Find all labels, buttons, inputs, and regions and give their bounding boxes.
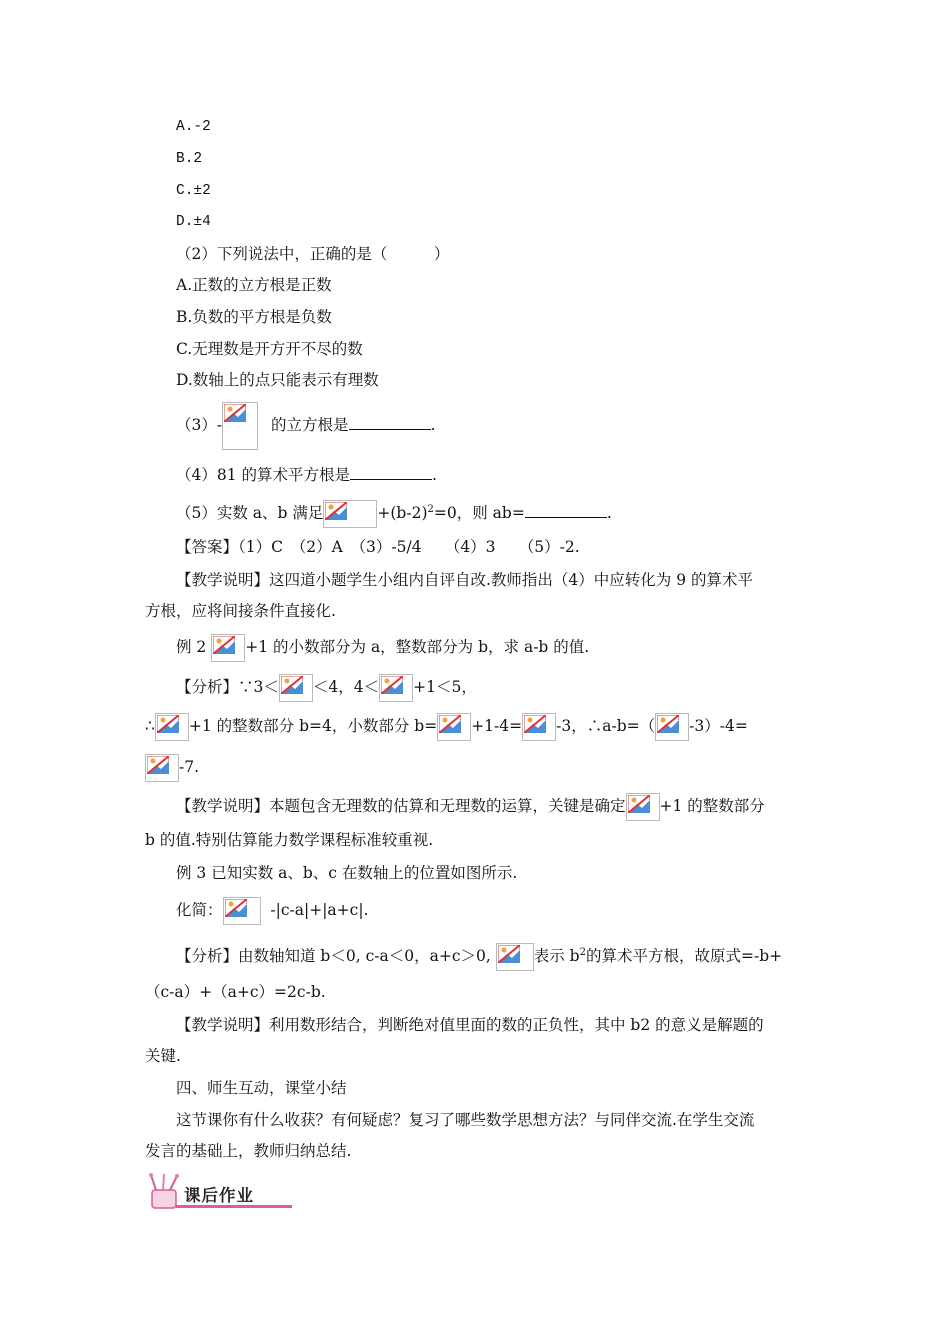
image-placeholder-icon [223, 897, 261, 925]
q2-option-d: D.数轴上的点只能表示有理数 [176, 371, 379, 389]
q2-option-c: C.无理数是开方开不尽的数 [176, 340, 363, 358]
example-3-line1: 例 3 已知实数 a、b、c 在数轴上的位置如图所示. [176, 864, 518, 882]
image-placeholder-icon [222, 402, 258, 450]
analysis-2-text: -3）-4= [689, 717, 748, 735]
analysis-3-line2: （c-a）+（a+c）=2c-b. [145, 983, 326, 1001]
q4-line [176, 464, 437, 486]
analysis-2-text: ∴ [145, 717, 155, 735]
analysis-2-text: +1＜5， [413, 678, 477, 696]
image-placeholder-icon [155, 713, 189, 741]
teaching-note-3-line2: 关键. [145, 1047, 181, 1065]
teaching-note-1-line1: 【教学说明】这四道小题学生小组内自评自改.教师指出（4）中应转化为 9 的算术平 [176, 571, 754, 589]
q5-end: . [606, 504, 612, 523]
analysis-2-text: 【分析】∵3＜ [176, 678, 279, 696]
q5-mid2: =0，则 ab= [433, 504, 525, 523]
example-2-suffix: +1 的小数部分为 a，整数部分为 b，求 a-b 的值. [245, 638, 590, 656]
analysis-2-line3 [145, 754, 199, 782]
banner-underline [176, 1205, 292, 1208]
analysis-2-text: ＜4，4＜ [312, 678, 380, 696]
teaching-note-2-text: +1 的整数部分 [659, 797, 765, 815]
image-placeholder-icon [522, 713, 556, 741]
image-placeholder-icon [379, 674, 413, 702]
q3-prefix: （3）- [176, 416, 223, 434]
q5-mid: +(b-2) [377, 504, 428, 523]
image-placeholder-icon [626, 793, 660, 821]
image-placeholder-icon [211, 634, 245, 662]
q5-line [176, 499, 612, 528]
answer-blank [350, 465, 432, 480]
q3-end: . [430, 416, 436, 434]
q4-end: . [432, 466, 437, 484]
example-3-text: -|c-a|+|a+c|. [270, 901, 369, 919]
image-placeholder-icon [145, 754, 179, 782]
image-placeholder-icon [496, 943, 534, 971]
image-placeholder-icon [655, 713, 689, 741]
example-3-text: 化简： [176, 901, 223, 919]
q3-suffix: 的立方根是 [271, 416, 349, 434]
analysis-3-text: 【分析】由数轴知道 b＜0, c-a＜0，a+c＞0, [176, 947, 491, 966]
answer-blank [349, 415, 431, 430]
analysis-2-text: +1-4= [471, 717, 523, 735]
example-3-simplify [176, 897, 368, 925]
example-2-prefix: 例 2 [176, 638, 207, 656]
q5-sup: 2 [427, 504, 434, 515]
q1-option-c: C.±2 [176, 183, 211, 199]
q3-line [176, 402, 436, 450]
homework-title: 课后作业 [184, 1186, 254, 1205]
answer-blank [525, 503, 607, 518]
analysis-3-text: 表示 b [533, 947, 580, 966]
image-placeholder-icon [323, 500, 377, 528]
teaching-note-2-text: 【教学说明】本题包含无理数的估算和无理数的运算，关键是确定 [176, 797, 626, 815]
analysis-3-text: 的算术平方根，故原式=-b+ [585, 947, 783, 966]
q1-option-b: B.2 [176, 151, 203, 167]
analysis-2-line1 [176, 674, 477, 702]
teaching-note-2-line1 [176, 793, 765, 821]
q2-option-a: A.正数的立方根是正数 [176, 276, 332, 294]
analysis-2-text: -7. [179, 758, 200, 776]
q2-stem: （2）下列说法中，正确的是（ ） [176, 245, 450, 263]
section-4-line2: 发言的基础上，教师归纳总结. [145, 1142, 352, 1160]
analysis-2-text: -3，∴a-b=（ [556, 717, 656, 735]
image-placeholder-icon [279, 674, 313, 702]
example-2 [176, 634, 589, 662]
teaching-note-3-line1: 【教学说明】利用数形结合，判断绝对值里面的数的正负性，其中 b2 的意义是解题的 [176, 1016, 764, 1034]
answer-line: 【答案】（1）C （2）A （3）-5/4 （4）3 （5）-2. [176, 538, 580, 556]
q1-option-d: D.±4 [176, 214, 211, 230]
q1-option-a: A.-2 [176, 119, 211, 135]
q5-prefix: （5）实数 a、b 满足 [176, 504, 324, 523]
analysis-2-line2 [145, 713, 748, 741]
analysis-2-text: +1 的整数部分 b=4，小数部分 b= [188, 717, 438, 735]
homework-banner [146, 1172, 292, 1212]
section-4-line1: 这节课你有什么收获？有何疑虑？复习了哪些数学思想方法？与同伴交流.在学生交流 [176, 1111, 755, 1129]
section-4-heading: 四、师生互动，课堂小结 [176, 1079, 347, 1097]
analysis-3-line1 [176, 942, 782, 971]
teaching-note-1-line2: 方根，应将间接条件直接化. [145, 602, 336, 620]
image-placeholder-icon [437, 713, 471, 741]
analysis-3-sup: 2 [579, 947, 586, 958]
q2-option-b: B.负数的平方根是负数 [176, 308, 332, 326]
q4-prefix: （4）81 的算术平方根是 [176, 466, 351, 484]
teaching-note-2-line2: b 的值.特别估算能力数学课程标准较重视. [145, 831, 434, 849]
